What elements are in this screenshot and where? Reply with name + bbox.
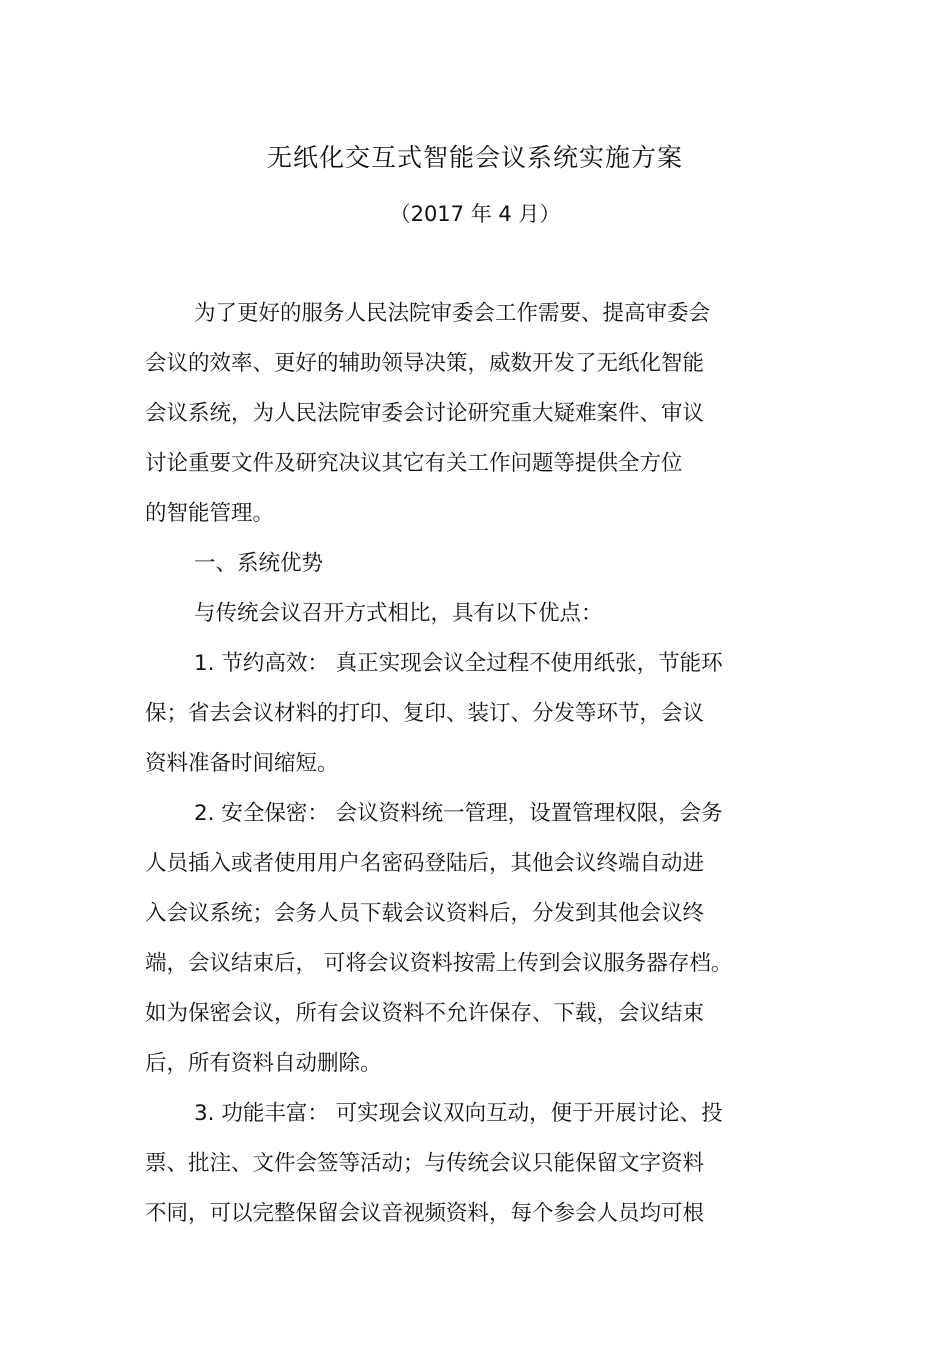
document-date: （2017 年 4 月） [389, 202, 561, 226]
list-item-line: 入会议系统；会务人员下载会议资料后，分发到其他会议终 [145, 901, 705, 926]
list-item-line: 不同，可以完整保留会议音视频资料，每个参会人员均可根 [145, 1201, 705, 1226]
paragraph-line: 与传统会议召开方式相比，具有以下优点： [194, 601, 603, 626]
paragraph-line: 的智能管理。 [145, 501, 275, 526]
list-item-line: 端，会议结束后， 可将会议资料按需上传到会议服务器存档。 [145, 951, 733, 976]
list-item-line: 2. 安全保密： 会议资料统一管理，设置管理权限，会务 [194, 801, 723, 826]
section-heading: 一、系统优势 [194, 551, 324, 576]
list-item-line: 如为保密会议，所有会议资料不允许保存、下载，会议结束 [145, 1001, 705, 1026]
list-item-line: 资料准备时间缩短。 [145, 751, 339, 776]
list-item-line: 3. 功能丰富： 可实现会议双向互动，便于开展讨论、投 [194, 1101, 723, 1126]
document-title: 无纸化交互式智能会议系统实施方案 [266, 143, 683, 172]
list-item-line: 保；省去会议材料的打印、复印、装订、分发等环节，会议 [145, 701, 705, 726]
list-item-line: 后，所有资料自动删除。 [145, 1051, 382, 1076]
paragraph-line: 为了更好的服务人民法院审委会工作需要、提高审委会 [194, 301, 711, 326]
paragraph-line: 会议的效率、更好的辅助领导决策，威数开发了无纸化智能 [145, 351, 705, 376]
paragraph-line: 讨论重要文件及研究决议其它有关工作问题等提供全方位 [145, 451, 683, 476]
list-item-line: 票、批注、文件会签等活动；与传统会议只能保留文字资料 [145, 1151, 705, 1176]
paragraph-line: 会议系统，为人民法院审委会讨论研究重大疑难案件、审议 [145, 401, 705, 426]
list-item-line: 人员插入或者使用用户名密码登陆后，其他会议终端自动进 [145, 851, 705, 876]
list-item-line: 1. 节约高效： 真正实现会议全过程不使用纸张，节能环 [194, 651, 723, 676]
